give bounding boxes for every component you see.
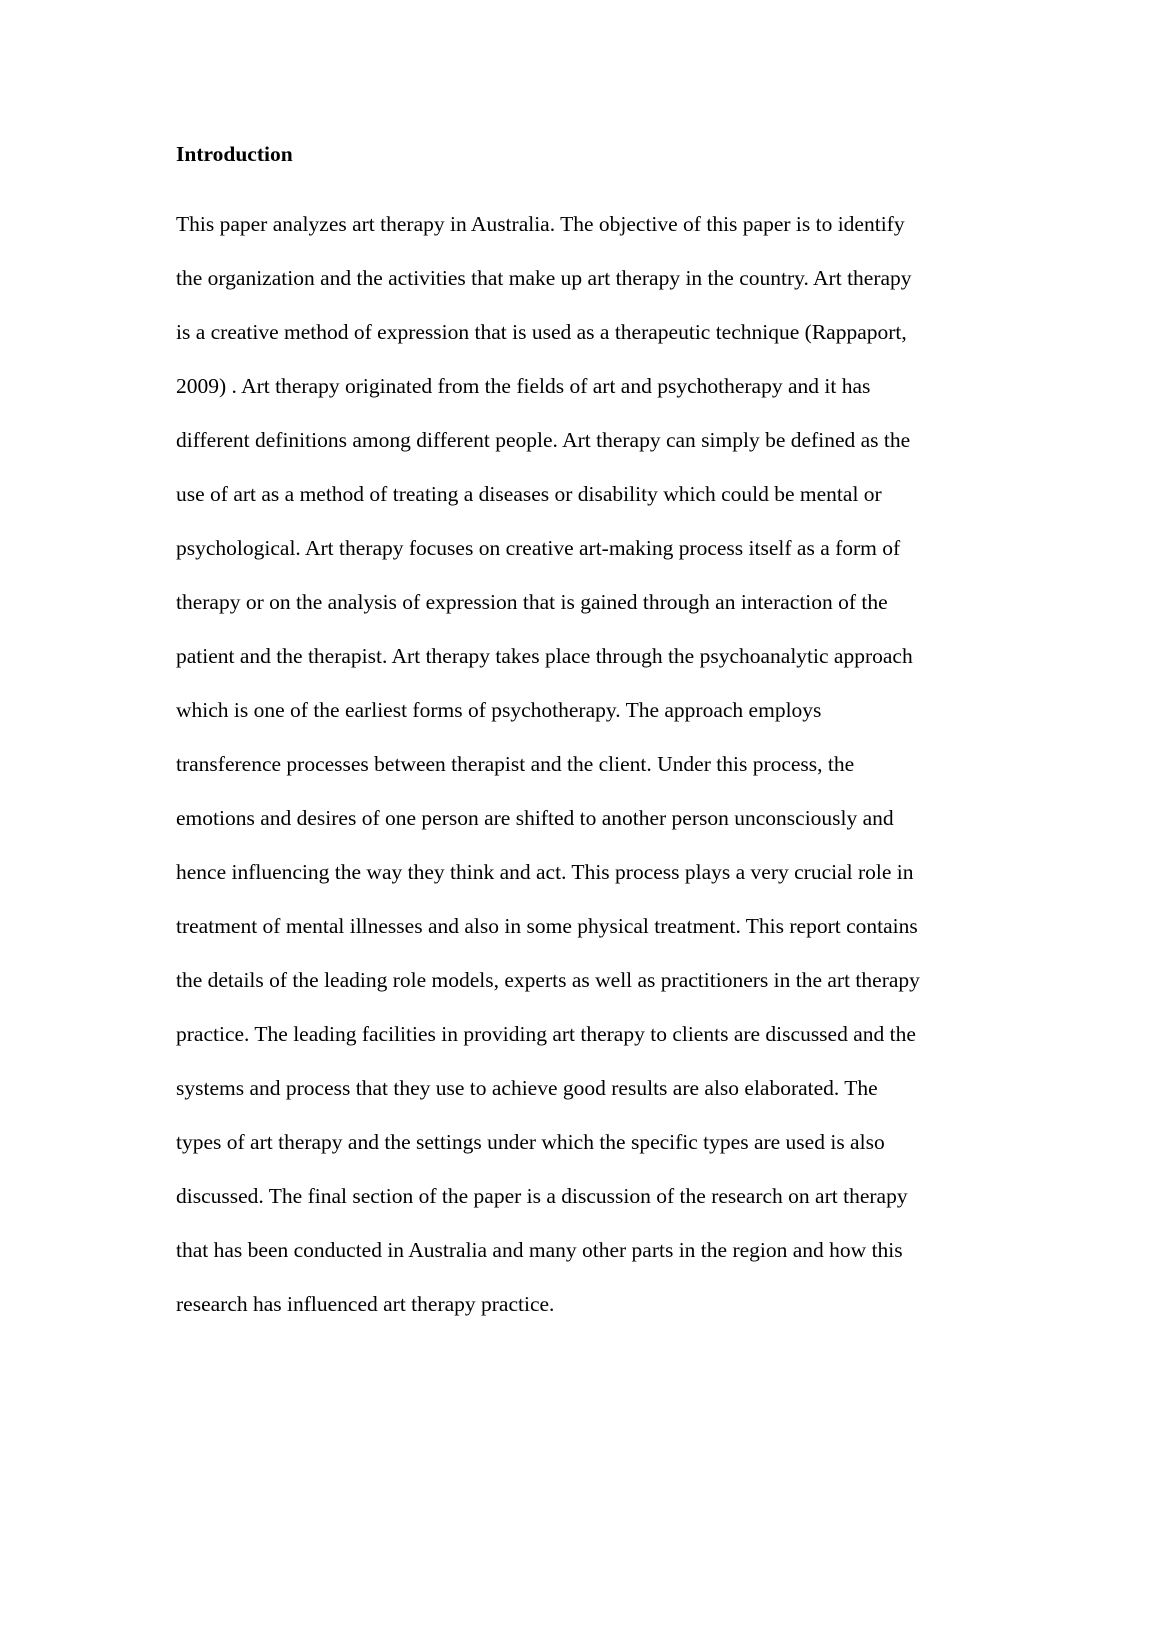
paragraph-line: discussed. The final section of the paper is a discussion of the research on art therapy — [176, 1184, 908, 1208]
paragraph-line: 2009) . Art therapy originated from the fields of art and psychotherapy and it has — [176, 374, 871, 398]
paragraph-line: different definitions among different people. Art therapy can simply be defined as the — [176, 428, 911, 452]
paragraph-line: therapy or on the analysis of expression that is gained through an interaction of the — [176, 590, 888, 614]
paragraph-line: transference processes between therapist and the client. Under this process, the — [176, 752, 855, 776]
paragraph-line: use of art as a method of treating a diseases or disability which could be mental or — [176, 482, 882, 506]
paragraph-line: practice. The leading facilities in providing art therapy to clients are discussed and the — [176, 1022, 916, 1046]
paragraph-line: This paper analyzes art therapy in Australia. The objective of this paper is to identify — [176, 212, 905, 236]
paragraph-line: treatment of mental illnesses and also in some physical treatment. This report contains — [176, 914, 918, 938]
paragraph-line: systems and process that they use to achieve good results are also elaborated. The — [176, 1076, 878, 1100]
paragraph-line: types of art therapy and the settings under which the specific types are used is also — [176, 1130, 885, 1154]
paragraph-line: the details of the leading role models, experts as well as practitioners in the art therapy — [176, 968, 920, 992]
paragraph-line: hence influencing the way they think and act. This process plays a very crucial role in — [176, 860, 914, 884]
paragraph-line: emotions and desires of one person are shifted to another person unconsciously and — [176, 806, 894, 830]
paragraph-line: which is one of the earliest forms of psychotherapy. The approach employs — [176, 698, 822, 722]
paragraph-line: psychological. Art therapy focuses on creative art-making process itself as a form of — [176, 536, 901, 560]
paragraph-line: is a creative method of expression that is used as a therapeutic technique (Rappaport, — [176, 320, 907, 344]
paragraph-line: research has influenced art therapy practice. — [176, 1292, 555, 1316]
section-heading: Introduction — [176, 142, 293, 166]
paragraph-line: that has been conducted in Australia and many other parts in the region and how this — [176, 1238, 903, 1262]
paragraph-line: the organization and the activities that make up art therapy in the country. Art therapy — [176, 266, 912, 290]
paragraph-line: patient and the therapist. Art therapy takes place through the psychoanalytic approach — [176, 644, 913, 668]
